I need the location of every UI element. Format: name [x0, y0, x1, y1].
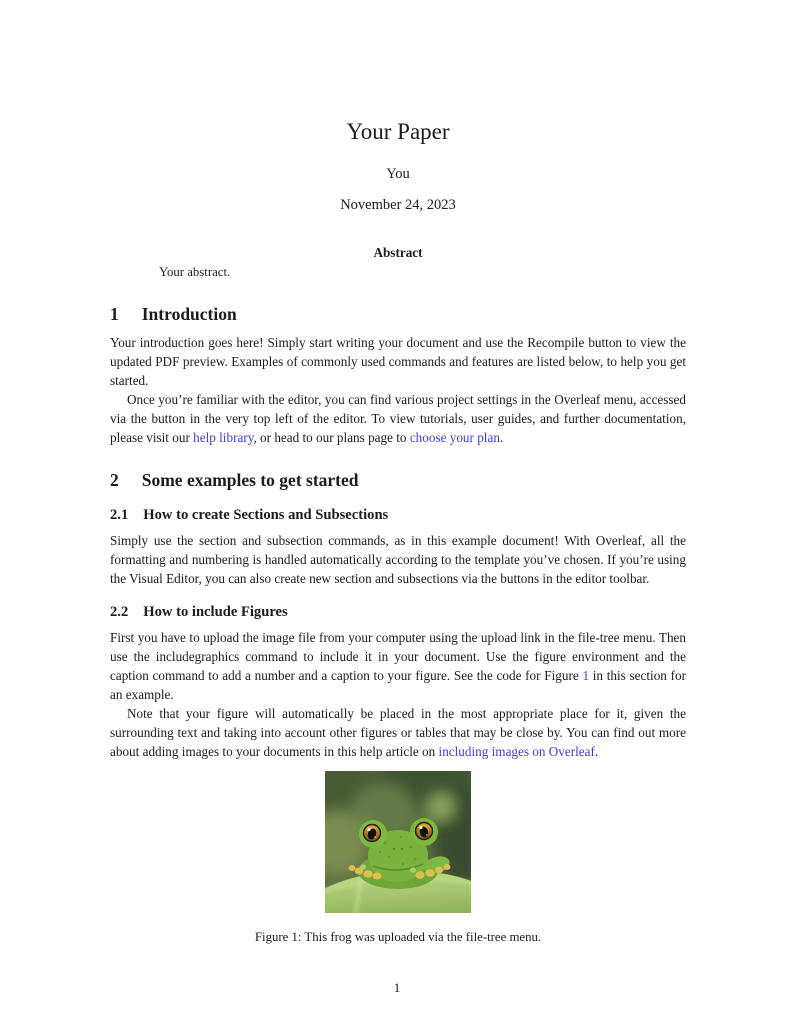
frog-photo	[325, 771, 471, 913]
including-images-link[interactable]: including images on Overleaf	[438, 744, 595, 759]
paragraph-text: in this section for an example.	[110, 668, 686, 702]
sections-paragraph: Simply use the section and subsection commands, as in this example document! With Overleaf, all the formatting and numbering is handled automatically according to the template you’ve chosen. If you’re using the Visual Editor, you can also create new section and subsections via the buttons in the editor toolbar.	[110, 533, 686, 586]
choose-your-plan-link[interactable]: choose your plan	[409, 430, 500, 445]
introduction-paragraph-1: Your introduction goes here! Simply start writing your document and use the Recompile button to view the updated PDF preview. Examples of commonly used commands and features are listed below, to help you get started.	[110, 335, 686, 388]
abstract-heading: Abstract	[373, 245, 423, 260]
subsection-2-1-heading	[110, 506, 686, 525]
section-2-number: 2	[110, 470, 119, 490]
help-library-link[interactable]: help library	[193, 430, 254, 445]
paragraph-text: , or head to our plans page to	[253, 430, 410, 445]
paragraph-text: .	[499, 430, 504, 445]
subsection-2-1-title: How to create Sections and Subsections	[143, 507, 389, 523]
subsection-2-1-number: 2.1	[110, 507, 129, 523]
subsection-2-2-heading	[110, 603, 686, 622]
section-1-heading	[110, 303, 686, 325]
paper-date: November 24, 2023	[340, 197, 456, 213]
section-2-heading	[110, 469, 686, 491]
paragraph-text: Once you’re familiar with the editor, you can find various project settings in the Overleaf menu, accessed via the button in the very top left of the editor. To view tutorials, user guides, and further documentation, please visit our	[110, 392, 686, 445]
page-number: 1	[393, 980, 401, 995]
figure-1-block	[110, 771, 686, 946]
section-1-number: 1	[110, 304, 119, 324]
paper-title: Your Paper	[346, 119, 450, 144]
introduction-paragraph-2	[110, 390, 686, 447]
figures-paragraph-1	[110, 628, 686, 704]
paragraph-text: .	[594, 744, 599, 759]
section-2-title: Some examples to get started	[141, 470, 359, 490]
subsection-2-2-title: How to include Figures	[143, 604, 288, 620]
figures-paragraph-2	[110, 704, 686, 761]
paper-author: You	[386, 166, 410, 182]
paragraph-text: Note that your figure will automatically be placed in the most appropriate place for it, given the surrounding text and taking into account other figures or tables that may be close by. You can find out more about adding images to your documents in this help article on	[110, 706, 686, 759]
abstract-text: Your abstract.	[159, 265, 231, 279]
subsection-2-2-number: 2.2	[110, 604, 129, 620]
section-1-title: Introduction	[141, 304, 237, 324]
paragraph-text: First you have to upload the image file from your computer using the upload link in the file-tree menu. Then use the includegraphics command to include it in your document. Use the figure environment and the caption command to add a number and a caption to your figure. See the code for Figure	[110, 630, 686, 683]
figure-1-reference-link[interactable]: 1	[582, 668, 590, 683]
figure-1-caption: Figure 1: This frog was uploaded via the file-tree menu.	[254, 930, 542, 944]
